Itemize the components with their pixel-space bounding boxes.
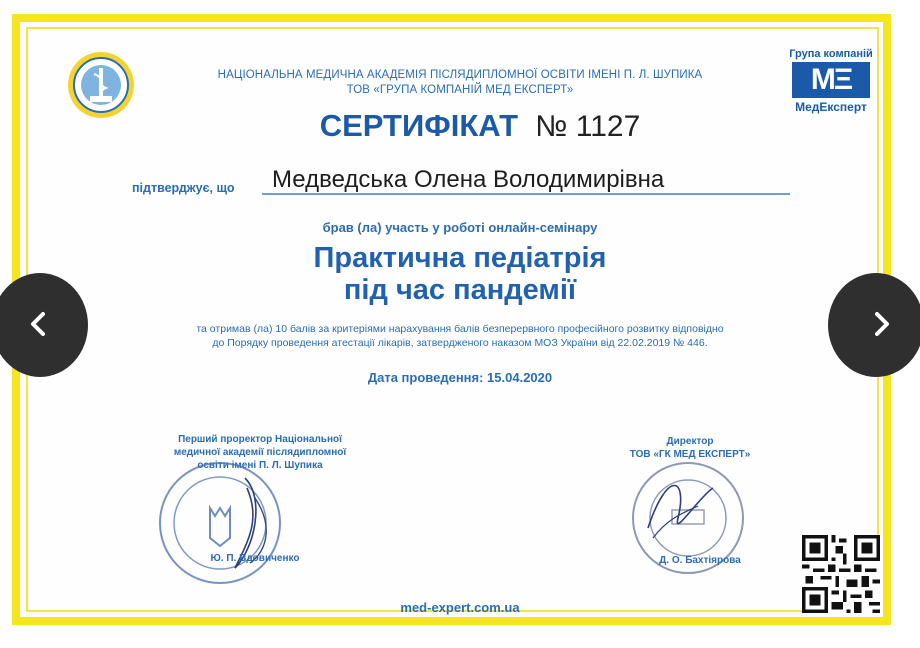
- brand-logo: [784, 48, 878, 114]
- seminar-title-line-2: під час пандемії: [343, 274, 577, 306]
- chevron-left-icon: [24, 309, 54, 339]
- header-line-2: ТОВ «ГРУПА КОМПАНІЙ МЕД ЕКСПЕРТ»: [346, 84, 574, 96]
- seminar-title: [200, 242, 720, 306]
- brand-top-text: Група компаній: [789, 48, 873, 60]
- website-text: med-expert.com.ua: [400, 600, 520, 615]
- title-text: СЕРТИФІКАТ: [319, 108, 519, 143]
- signer1-title-line-3: освіти імені П. Л. Шупика: [197, 460, 323, 471]
- points-line-2: до Порядку проведення атестації лікарів, затвердженого наказом МОЗ України від 22.02.2019 № 446.: [212, 337, 708, 349]
- academy-stamp-icon: [155, 458, 285, 588]
- points-line-1: та отримав (ла) 10 балів за критеріями нарахування балів безперервного професійного розвитку відповідно: [196, 323, 724, 335]
- name-underline: [262, 193, 790, 195]
- qr-code-icon: [801, 535, 881, 613]
- signer2-title-line-2: ТОВ «ГК МЕД ЕКСПЕРТ»: [629, 449, 751, 460]
- academy-logo-icon: [66, 50, 136, 120]
- recipient-name: Медведська Олена Володимирівна: [272, 166, 665, 193]
- brand-bottom-text: МедЕксперт: [795, 100, 867, 114]
- next-slide-button[interactable]: [828, 273, 920, 377]
- seminar-title-line-1: Практична педіатрія: [313, 242, 607, 274]
- participation-text: брав (ла) участь у роботі онлайн-семінару: [322, 220, 598, 235]
- brand-mark: MΞ: [792, 62, 870, 98]
- points-text: [160, 322, 760, 350]
- signer2-name: Д. О. Бахтіярова: [659, 555, 741, 566]
- certificate-title: [260, 108, 700, 144]
- signer2-title-line-1: Директор: [666, 436, 714, 447]
- signer1-name: Ю. П. Вдовиченко: [210, 553, 300, 564]
- event-date: Дата проведення: 15.04.2020: [367, 370, 553, 385]
- confirms-label: підтверджує, що: [132, 181, 235, 195]
- issuer-header: [200, 68, 720, 98]
- signer1-title-line-1: Перший проректор Національної: [178, 434, 342, 445]
- chevron-right-icon: [866, 309, 896, 339]
- signer1-title-line-2: медичної академії післядипломної: [173, 447, 347, 458]
- header-line-1: НАЦІОНАЛЬНА МЕДИЧНА АКАДЕМІЯ ПІСЛЯДИПЛОМНОЇ ОСВІТИ ІМЕНІ П. Л. ШУПИКА: [217, 69, 703, 81]
- certificate-number: № 1127: [535, 110, 641, 143]
